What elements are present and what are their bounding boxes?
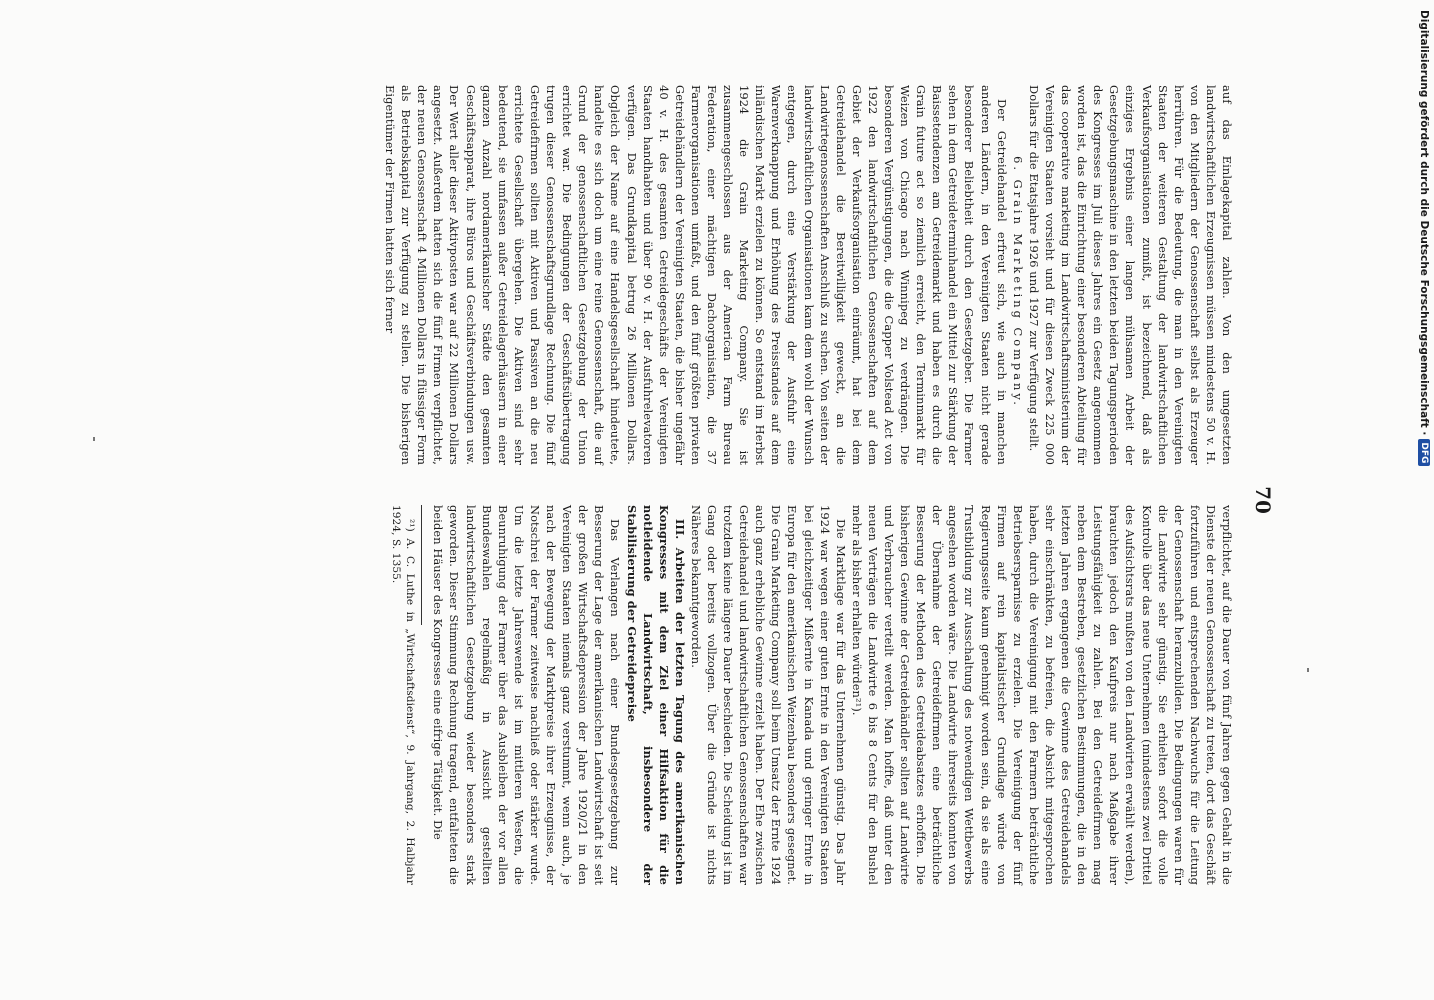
digitization-credit bbox=[1417, 10, 1431, 990]
footnote-rule bbox=[421, 505, 422, 625]
left-column bbox=[382, 85, 1235, 465]
page-number: 70 bbox=[1251, 486, 1275, 514]
section-heading-congress: III. Arbeiten der letzten Tagung des amerikanischen Kongresses mit dem Ziel einer Hilfsaktion für die notleidende Landwirtschaft, insbesondere der Stabilisierung der Getreidepreise bbox=[624, 505, 687, 885]
left-paragraph-2: Der Getreidehandel erfreut sich, wie auch in manchen anderen Ländern, in den Vereinigten Staaten nicht gerade besonderer Beliebtheit durch den Gesetzgeber. Die Farmer sehen in dem Getreideterminhandel ein Mittel zur Stärkung der Baissetendenzen am Getreidemarkt und haben es durch die Grain future act so ziemlich erreicht, den Terminmarkt für Weizen von Chicago nach Winnipeg zu verdrängen. Die besonderen Vergünstigungen, die die Capper Volstead Act von 1922 den landwirtschaftlichen Genossenschaften auf dem Gebiet der Verkaufsorganisation einräumt, hat bei dem Getreidehandel die Bereitwilligkeit geweckt, an die Landwirtegenossenschaften Anschluß zu suchen. Von seiten der landwirtschaftlichen Organisationen kam dem wohl der Wunsch entgegen, durch eine Verstärkung der Ausfuhr eine Warenverknappung und Erhöhung des Preisstandes auf dem inländischen Markt erzielen zu können. So entstand im Herbst 1924 die Grain Marketing Company. Sie ist zusammengeschlossen aus der American Farm Bureau Federation, einer mächtigen Dachorganisation, die 37 Farmerorganisationen umfaßt, und den fünf größten privaten Getreidehändlern der Vereinigten Staaten, die bisher ungefähr 40 v. H. des gesamten Getreidegeschäfts der Vereinigten Staaten handhabten und über 90 v. H. der Ausfuhrelevatoren verfügen. Das Grundkapital betrug 26 Millionen Dollars. Obgleich der Name auf eine Handelsgesellschaft hindeutete, handelte es sich doch um eine reine Genossenschaft, die auf Grund der genossenschaftlichen Gesetzgebung der Union errichtet war. Die Bedingungen der Geschäftsübertragung trugen dieser Genossenschaftsgrundlage Rechnung. Die fünf Getreidefirmen sollten mit Aktiven und Passiven an die neu errichtete Gesellschaft übergehen. Die Aktiven sind sehr bedeutend, sie umfassen außer Getreidelagerhäusern in einer ganzen Anzahl nordamerikanischer Städte den gesamten Geschäftsapparat, ihre Büros und Geschäftsverbindungen usw. Der Wert aller dieser Aktivposten war auf 22 Millionen Dollars angesetzt. Außerdem hatten sich die fünf Firmen verpflichtet, der neuen Genossenschaft 4 Millionen Dollars in flüssiger Form als Betriebskapital zur Verfügung zu stellen. Die bisherigen Eigentümer der Firmen hatten sich ferner bbox=[383, 85, 1009, 465]
dfg-logo: DFG bbox=[1418, 439, 1430, 466]
right-paragraph-3: Das Verlangen nach einer Bundesgesetzgebung zur Besserung der Lage der amerikanischen Landwirtschaft ist seit der großen Wirtschaftsdepression der Jahre 1920/21 in den Vereinigten Staaten niemals ganz verstummt, wenn auch, je nach der Bewegung der Marktpreise ihrer Erzeugnisse, der Notschrei der Farmer zeitweise nachließ oder stärker wurde. Um die letzte Jahreswende ist im mittleren Westen, die Beunruhigung der Farmer über das Ausbleiben der vor allen Bundeswahlen regelmäßig in Aussicht gestellten landwirtschaftlichen Gesetzgebung wieder besonders stark geworden. Dieser Stimmung Rechnung tragend, entfalteten die beiden Häuser des Kongresses eine eifrige Tätigkeit. Die bbox=[431, 505, 623, 885]
footnote: ²¹) A. C. Luthe in „Wirtschaftsdienst“, 9. Jahrgang, 2. Halbjahr 1924, S. 1355. bbox=[390, 505, 417, 885]
scan-speck bbox=[93, 437, 95, 441]
section-heading-grain-marketing: 6. Grain Marketing Company. bbox=[1010, 156, 1025, 408]
right-paragraph-1: verpflichtet, auf die Dauer von fünf Jahren gegen Gehalt in die Dienste der neuen Genossenschaft zu treten, dort das Geschäft fortzuführen und entsprechenden Nachwuchs für die Leitung der Genossenschaft heranzubilden. Die Bedingungen waren für die Landwirte sehr günstig. Sie erhielten sofort die volle Kontrolle über das neue Unternehmen (mindestens zwei Drittel des Aufsichtsrats mußten von den Landwirten erwählt werden), brauchten jedoch den Kaufpreis nur nach Maßgabe ihrer Leistungsfähigkeit zu zahlen. Bei den Getreidefirmen mag neben dem Bestreben, gesetzlichen Bestimmungen, die in den letzten Jahren ergangenen die Gewinne des Getreidehandels sehr einschränkten, zu befreien, die Absicht mitgesprochen haben, durch die Vereinigung mit den Farmern beträchtliche Betriebsersparnisse zu erzielen. Die Vereinigung der fünf Firmen auf rein kapitalistischer Grundlage würde von Regierungsseite kaum genehmigt worden sein, da sie als eine Trustbildung zur Ausschaltung des notwendigen Wettbewerbs angesehen worden wäre. Die Landwirte ihrerseits konnten von der Übernahme der Getreidefirmen eine beträchtliche Besserung der Methoden des Getreideabsatzes erhoffen. Die bisherigen Gewinne der Getreidehändler sollten auf Landwirte und Verbraucher verteilt werden. Man hoffte, daß unter den neuen Verträgen die Landwirte 6 bis 8 Cents für den Bushel mehr als bisher erhalten würden²¹). bbox=[849, 505, 1234, 885]
left-paragraph-1: auf das Einlagekapital zahlen. Von den umgesetzten landwirtschaftlichen Erzeugnissen müssen mindestens 50 v. H. von den Mitgliedern der Genossenschaft selbst als Erzeuger herrühren. Für die Bedeutung, die man in den Vereinigten Staaten der weiteren Gestaltung der landwirtschaftlichen Verkaufsorganisationen zumißt, ist bezeichnend, daß als einziges Ergebnis einer langen mühsamen Arbeit der Gesetzgebungsmaschine in den letzten beiden Tagungsperioden des Kongresses im Juli dieses Jahres ein Gesetz angenommen worden ist, das die Einrichtung einer besonderen Abteilung für das cooperative marketing im Landwirtschaftsministerium der Vereinigten Staaten vorsieht und für diesen Zweck 225 000 Dollars für die Etatsjahre 1926 und 1927 zur Verfügung stellt. bbox=[1026, 85, 1234, 465]
right-paragraph-2: Die Marktlage war für das Unternehmen günstig. Das Jahr 1924 war wegen einer guten Ernte in den Vereinigten Staaten bei gleichzeitiger Mißernte in Kanada und geringer Ernte in Europa für den amerikanischen Weizenbau besonders gesegnet. Die Grain Marketing Company soll beim Umsatz der Ernte 1924 auch ganz erhebliche Gewinne erzielt haben. Der Ehe zwischen Getreidehandel und landwirtschaftlichen Genossenschaften war trotzdem keine längere Dauer beschieden. Die Scheidung ist im Gang oder bereits vollzogen. Über die Gründe ist nichts Näheres bekanntgeworden. bbox=[688, 505, 848, 885]
rotated-book-page bbox=[145, 85, 1275, 905]
right-column bbox=[389, 505, 1235, 885]
digitization-credit-strip bbox=[1417, 10, 1431, 990]
scan-speck bbox=[1307, 668, 1309, 672]
credit-text: Digitalisierung gefördert durch die Deutsche Forschungsgemeinschaft · bbox=[1418, 10, 1430, 436]
